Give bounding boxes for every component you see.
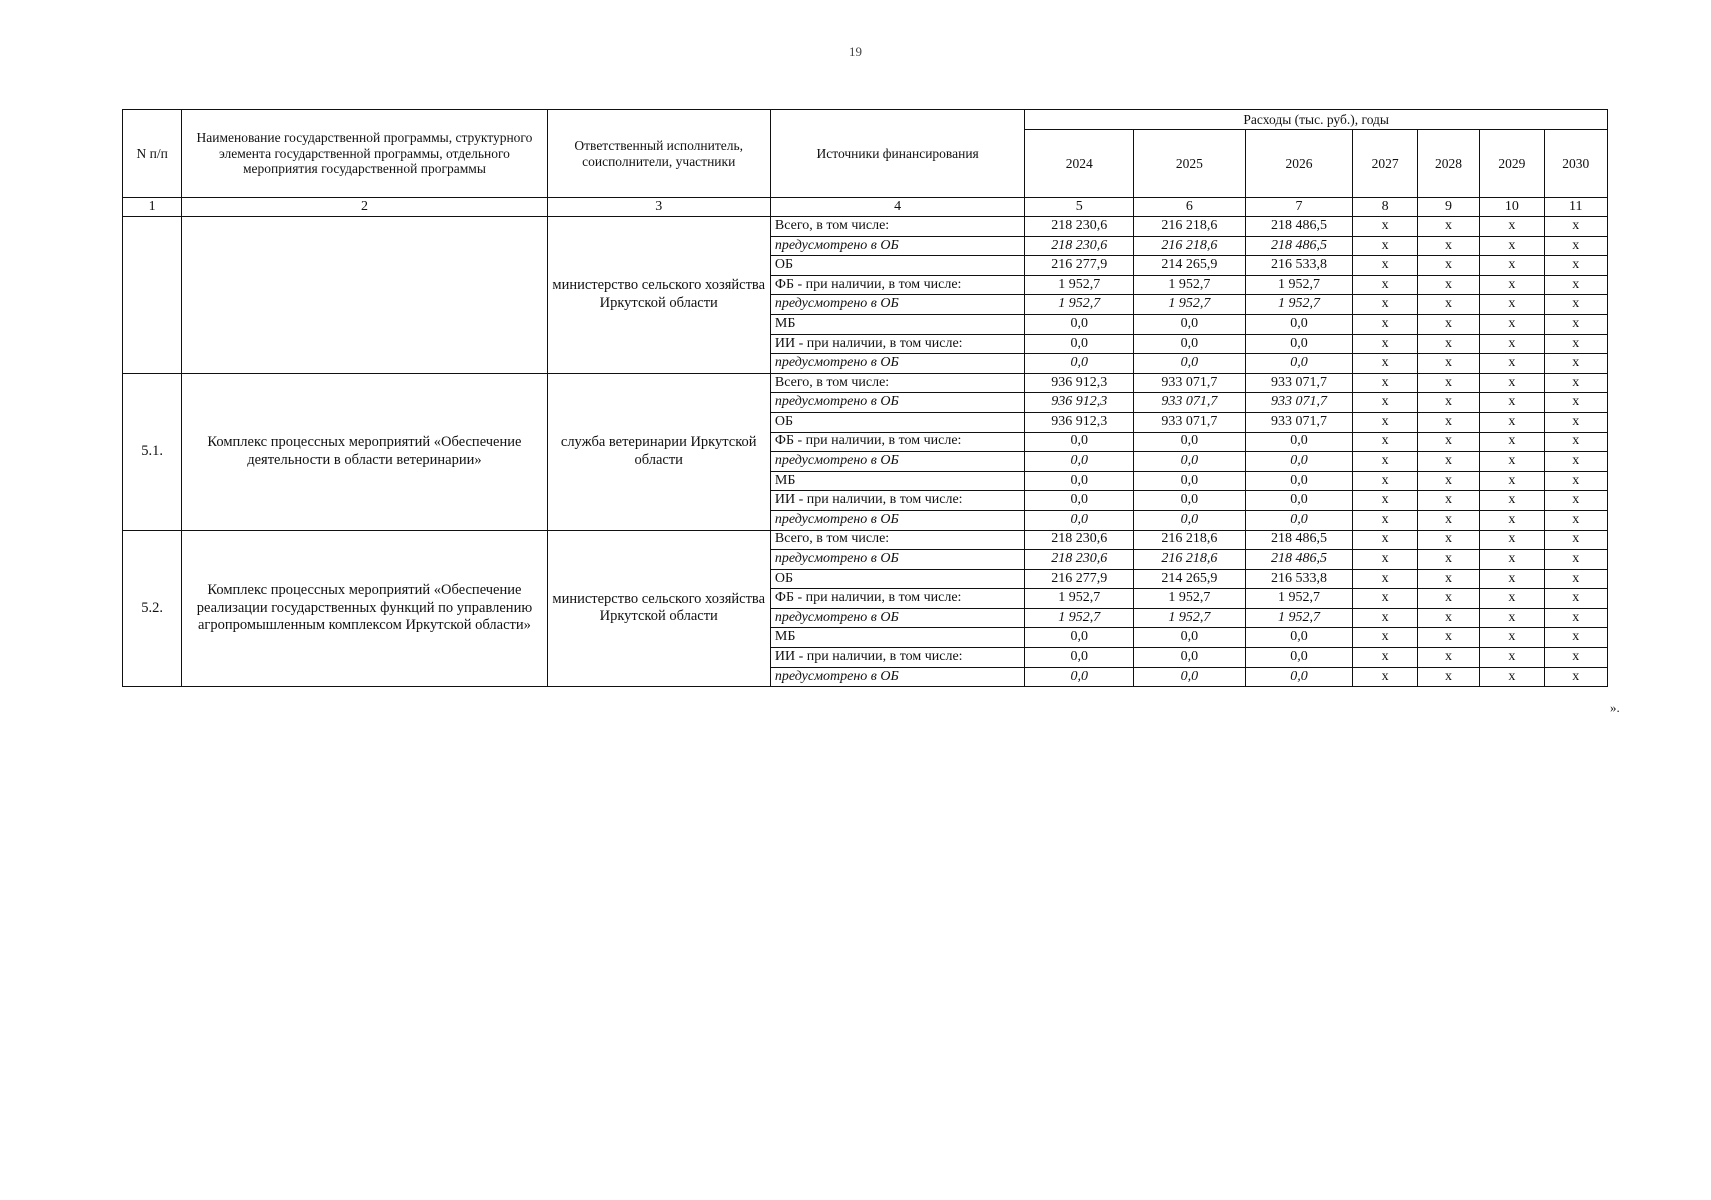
amount-cell: 0,0	[1025, 471, 1134, 491]
executor: служба ветеринарии Иркутской области	[547, 373, 770, 530]
empty-mark-cell: x	[1417, 667, 1479, 687]
empty-mark-cell: x	[1544, 510, 1608, 530]
amount-cell: 218 486,5	[1245, 236, 1353, 256]
amount-cell: 0,0	[1134, 354, 1246, 374]
empty-mark-cell: x	[1353, 667, 1417, 687]
amount-cell: 0,0	[1134, 510, 1246, 530]
empty-mark-cell: x	[1417, 589, 1479, 609]
empty-mark-cell: x	[1353, 452, 1417, 472]
empty-mark-cell: x	[1544, 432, 1608, 452]
funding-source: предусмотрено в ОБ	[770, 393, 1025, 413]
amount-cell: 0,0	[1134, 432, 1246, 452]
amount-cell: 0,0	[1134, 648, 1246, 668]
amount-cell: 0,0	[1025, 628, 1134, 648]
empty-mark-cell: x	[1417, 275, 1479, 295]
amount-cell: 216 218,6	[1134, 236, 1246, 256]
column-number: 4	[770, 198, 1025, 217]
amount-cell: 0,0	[1025, 334, 1134, 354]
empty-mark-cell: x	[1480, 530, 1544, 550]
empty-mark-cell: x	[1353, 354, 1417, 374]
amount-cell: 0,0	[1134, 314, 1246, 334]
empty-mark-cell: x	[1480, 667, 1544, 687]
amount-cell: 1 952,7	[1245, 275, 1353, 295]
empty-mark-cell: x	[1544, 217, 1608, 237]
empty-mark-cell: x	[1417, 334, 1479, 354]
empty-mark-cell: x	[1480, 589, 1544, 609]
item-name: Комплекс процессных мероприятий «Обеспечение деятельности в области ветеринарии»	[182, 373, 547, 530]
funding-source: ИИ - при наличии, в том числе:	[770, 334, 1025, 354]
amount-cell: 0,0	[1245, 628, 1353, 648]
header-year: 2027	[1353, 130, 1417, 198]
amount-cell: 218 230,6	[1025, 530, 1134, 550]
empty-mark-cell: x	[1353, 530, 1417, 550]
amount-cell: 216 533,8	[1245, 569, 1353, 589]
amount-cell: 0,0	[1245, 452, 1353, 472]
empty-mark-cell: x	[1544, 589, 1608, 609]
amount-cell: 214 265,9	[1134, 256, 1246, 276]
empty-mark-cell: x	[1353, 628, 1417, 648]
empty-mark-cell: x	[1417, 314, 1479, 334]
empty-mark-cell: x	[1544, 393, 1608, 413]
amount-cell: 933 071,7	[1134, 393, 1246, 413]
empty-mark-cell: x	[1417, 491, 1479, 511]
row-number: 5.1.	[123, 373, 182, 530]
header-year: 2028	[1417, 130, 1479, 198]
amount-cell: 933 071,7	[1134, 373, 1246, 393]
amount-cell: 0,0	[1025, 314, 1134, 334]
empty-mark-cell: x	[1480, 510, 1544, 530]
empty-mark-cell: x	[1353, 373, 1417, 393]
empty-mark-cell: x	[1480, 569, 1544, 589]
funding-source: ОБ	[770, 569, 1025, 589]
empty-mark-cell: x	[1417, 510, 1479, 530]
empty-mark-cell: x	[1353, 334, 1417, 354]
amount-cell: 0,0	[1245, 491, 1353, 511]
amount-cell: 1 952,7	[1245, 608, 1353, 628]
column-number: 3	[547, 198, 770, 217]
empty-mark-cell: x	[1544, 452, 1608, 472]
empty-mark-cell: x	[1544, 236, 1608, 256]
header-executor: Ответственный исполнитель, соисполнители, участники	[547, 110, 770, 198]
funding-source: Всего, в том числе:	[770, 530, 1025, 550]
executor: министерство сельского хозяйства Иркутской области	[547, 217, 770, 374]
header-year: 2030	[1544, 130, 1608, 198]
empty-mark-cell: x	[1417, 608, 1479, 628]
column-number: 7	[1245, 198, 1353, 217]
amount-cell: 0,0	[1025, 354, 1134, 374]
amount-cell: 0,0	[1134, 667, 1246, 687]
empty-mark-cell: x	[1417, 217, 1479, 237]
row-number	[123, 217, 182, 374]
amount-cell: 0,0	[1245, 334, 1353, 354]
funding-source: ФБ - при наличии, в том числе:	[770, 589, 1025, 609]
amount-cell: 936 912,3	[1025, 373, 1134, 393]
amount-cell: 933 071,7	[1134, 412, 1246, 432]
amount-cell: 1 952,7	[1134, 589, 1246, 609]
header-year: 2025	[1134, 130, 1246, 198]
table-row	[123, 530, 1608, 550]
amount-cell: 936 912,3	[1025, 412, 1134, 432]
empty-mark-cell: x	[1353, 393, 1417, 413]
header-expenses: Расходы (тыс. руб.), годы	[1025, 110, 1608, 130]
empty-mark-cell: x	[1417, 295, 1479, 315]
funding-source: предусмотрено в ОБ	[770, 354, 1025, 374]
header-n: N п/п	[123, 110, 182, 198]
amount-cell: 218 230,6	[1025, 217, 1134, 237]
empty-mark-cell: x	[1353, 314, 1417, 334]
empty-mark-cell: x	[1417, 256, 1479, 276]
column-number: 8	[1353, 198, 1417, 217]
funding-source: ФБ - при наличии, в том числе:	[770, 275, 1025, 295]
amount-cell: 216 218,6	[1134, 530, 1246, 550]
table-row	[123, 373, 1608, 393]
empty-mark-cell: x	[1480, 314, 1544, 334]
amount-cell: 0,0	[1025, 510, 1134, 530]
column-number: 11	[1544, 198, 1608, 217]
funding-source: ОБ	[770, 256, 1025, 276]
page-number: 19	[849, 44, 862, 59]
funding-source: ИИ - при наличии, в том числе:	[770, 491, 1025, 511]
empty-mark-cell: x	[1544, 648, 1608, 668]
executor: министерство сельского хозяйства Иркутской области	[547, 530, 770, 687]
amount-cell: 0,0	[1025, 648, 1134, 668]
amount-cell: 0,0	[1134, 628, 1246, 648]
empty-mark-cell: x	[1480, 452, 1544, 472]
amount-cell: 0,0	[1134, 452, 1246, 472]
amount-cell: 0,0	[1134, 471, 1246, 491]
amount-cell: 218 486,5	[1245, 217, 1353, 237]
amount-cell: 1 952,7	[1025, 608, 1134, 628]
empty-mark-cell: x	[1544, 256, 1608, 276]
amount-cell: 0,0	[1245, 354, 1353, 374]
amount-cell: 1 952,7	[1134, 275, 1246, 295]
empty-mark-cell: x	[1544, 491, 1608, 511]
empty-mark-cell: x	[1544, 275, 1608, 295]
empty-mark-cell: x	[1417, 432, 1479, 452]
column-number: 6	[1134, 198, 1246, 217]
empty-mark-cell: x	[1544, 412, 1608, 432]
empty-mark-cell: x	[1353, 471, 1417, 491]
amount-cell: 216 218,6	[1134, 550, 1246, 570]
empty-mark-cell: x	[1417, 412, 1479, 432]
column-number-row	[123, 198, 1608, 217]
empty-mark-cell: x	[1417, 530, 1479, 550]
funding-source: предусмотрено в ОБ	[770, 236, 1025, 256]
empty-mark-cell: x	[1480, 432, 1544, 452]
empty-mark-cell: x	[1480, 628, 1544, 648]
amount-cell: 218 486,5	[1245, 550, 1353, 570]
empty-mark-cell: x	[1544, 667, 1608, 687]
empty-mark-cell: x	[1353, 432, 1417, 452]
empty-mark-cell: x	[1417, 471, 1479, 491]
column-number: 1	[123, 198, 182, 217]
header-name: Наименование государственной программы, структурного элемента государственной программы, отдельного мероприятия государственной программы	[182, 110, 547, 198]
empty-mark-cell: x	[1417, 648, 1479, 668]
header-year: 2024	[1025, 130, 1134, 198]
amount-cell: 0,0	[1134, 334, 1246, 354]
empty-mark-cell: x	[1353, 256, 1417, 276]
funding-source: предусмотрено в ОБ	[770, 510, 1025, 530]
empty-mark-cell: x	[1417, 373, 1479, 393]
empty-mark-cell: x	[1417, 236, 1479, 256]
empty-mark-cell: x	[1417, 550, 1479, 570]
amount-cell: 1 952,7	[1134, 608, 1246, 628]
empty-mark-cell: x	[1353, 550, 1417, 570]
funding-source: предусмотрено в ОБ	[770, 452, 1025, 472]
amount-cell: 936 912,3	[1025, 393, 1134, 413]
column-number: 5	[1025, 198, 1134, 217]
funding-source: МБ	[770, 471, 1025, 491]
amount-cell: 1 952,7	[1025, 275, 1134, 295]
amount-cell: 216 218,6	[1134, 217, 1246, 237]
amount-cell: 933 071,7	[1245, 373, 1353, 393]
empty-mark-cell: x	[1544, 569, 1608, 589]
empty-mark-cell: x	[1480, 550, 1544, 570]
table-body	[123, 110, 1608, 687]
funding-source: предусмотрено в ОБ	[770, 608, 1025, 628]
empty-mark-cell: x	[1480, 608, 1544, 628]
empty-mark-cell: x	[1480, 471, 1544, 491]
item-name: Комплекс процессных мероприятий «Обеспечение реализации государственных функций по управлению агропромышленным комплексом Иркутской области»	[182, 530, 547, 687]
amount-cell: 218 230,6	[1025, 550, 1134, 570]
amount-cell: 214 265,9	[1134, 569, 1246, 589]
amount-cell: 933 071,7	[1245, 412, 1353, 432]
table-row	[123, 217, 1608, 237]
empty-mark-cell: x	[1480, 217, 1544, 237]
funding-source: Всего, в том числе:	[770, 217, 1025, 237]
funding-source: МБ	[770, 314, 1025, 334]
amount-cell: 218 486,5	[1245, 530, 1353, 550]
amount-cell: 216 277,9	[1025, 569, 1134, 589]
amount-cell: 0,0	[1245, 432, 1353, 452]
funding-source: ФБ - при наличии, в том числе:	[770, 432, 1025, 452]
empty-mark-cell: x	[1544, 373, 1608, 393]
empty-mark-cell: x	[1480, 236, 1544, 256]
amount-cell: 1 952,7	[1025, 589, 1134, 609]
column-number: 9	[1417, 198, 1479, 217]
amount-cell: 0,0	[1025, 452, 1134, 472]
empty-mark-cell: x	[1353, 412, 1417, 432]
empty-mark-cell: x	[1480, 373, 1544, 393]
empty-mark-cell: x	[1480, 393, 1544, 413]
amount-cell: 0,0	[1245, 510, 1353, 530]
funding-source: предусмотрено в ОБ	[770, 550, 1025, 570]
empty-mark-cell: x	[1353, 648, 1417, 668]
column-number: 10	[1480, 198, 1544, 217]
funding-source: предусмотрено в ОБ	[770, 295, 1025, 315]
amount-cell: 0,0	[1245, 667, 1353, 687]
empty-mark-cell: x	[1417, 452, 1479, 472]
empty-mark-cell: x	[1544, 608, 1608, 628]
empty-mark-cell: x	[1544, 295, 1608, 315]
amount-cell: 0,0	[1245, 314, 1353, 334]
empty-mark-cell: x	[1353, 491, 1417, 511]
header-row	[123, 110, 1608, 130]
empty-mark-cell: x	[1353, 569, 1417, 589]
header-sources: Источники финансирования	[770, 110, 1025, 198]
empty-mark-cell: x	[1353, 236, 1417, 256]
empty-mark-cell: x	[1480, 491, 1544, 511]
empty-mark-cell: x	[1544, 314, 1608, 334]
empty-mark-cell: x	[1353, 217, 1417, 237]
empty-mark-cell: x	[1353, 608, 1417, 628]
closing-quote: ».	[1610, 700, 1620, 715]
amount-cell: 933 071,7	[1245, 393, 1353, 413]
amount-cell: 216 533,8	[1245, 256, 1353, 276]
empty-mark-cell: x	[1544, 334, 1608, 354]
empty-mark-cell: x	[1480, 648, 1544, 668]
empty-mark-cell: x	[1480, 295, 1544, 315]
amount-cell: 0,0	[1245, 648, 1353, 668]
amount-cell: 0,0	[1134, 491, 1246, 511]
funding-source: ИИ - при наличии, в том числе:	[770, 648, 1025, 668]
empty-mark-cell: x	[1417, 354, 1479, 374]
empty-mark-cell: x	[1480, 354, 1544, 374]
funding-source: ОБ	[770, 412, 1025, 432]
budget-table	[122, 109, 1608, 687]
empty-mark-cell: x	[1480, 275, 1544, 295]
empty-mark-cell: x	[1544, 628, 1608, 648]
empty-mark-cell: x	[1480, 256, 1544, 276]
funding-source: Всего, в том числе:	[770, 373, 1025, 393]
header-year: 2026	[1245, 130, 1353, 198]
empty-mark-cell: x	[1544, 471, 1608, 491]
empty-mark-cell: x	[1417, 393, 1479, 413]
amount-cell: 1 952,7	[1025, 295, 1134, 315]
funding-source: МБ	[770, 628, 1025, 648]
amount-cell: 1 952,7	[1245, 589, 1353, 609]
amount-cell: 0,0	[1025, 667, 1134, 687]
column-number: 2	[182, 198, 547, 217]
empty-mark-cell: x	[1353, 295, 1417, 315]
empty-mark-cell: x	[1417, 569, 1479, 589]
empty-mark-cell: x	[1353, 275, 1417, 295]
item-name	[182, 217, 547, 374]
empty-mark-cell: x	[1417, 628, 1479, 648]
amount-cell: 0,0	[1245, 471, 1353, 491]
amount-cell: 0,0	[1025, 432, 1134, 452]
amount-cell: 1 952,7	[1134, 295, 1246, 315]
row-number: 5.2.	[123, 530, 182, 687]
funding-source: предусмотрено в ОБ	[770, 667, 1025, 687]
empty-mark-cell: x	[1480, 334, 1544, 354]
empty-mark-cell: x	[1544, 530, 1608, 550]
empty-mark-cell: x	[1353, 589, 1417, 609]
empty-mark-cell: x	[1353, 510, 1417, 530]
amount-cell: 218 230,6	[1025, 236, 1134, 256]
amount-cell: 1 952,7	[1245, 295, 1353, 315]
empty-mark-cell: x	[1480, 412, 1544, 432]
empty-mark-cell: x	[1544, 354, 1608, 374]
header-year: 2029	[1480, 130, 1544, 198]
amount-cell: 216 277,9	[1025, 256, 1134, 276]
amount-cell: 0,0	[1025, 491, 1134, 511]
empty-mark-cell: x	[1544, 550, 1608, 570]
